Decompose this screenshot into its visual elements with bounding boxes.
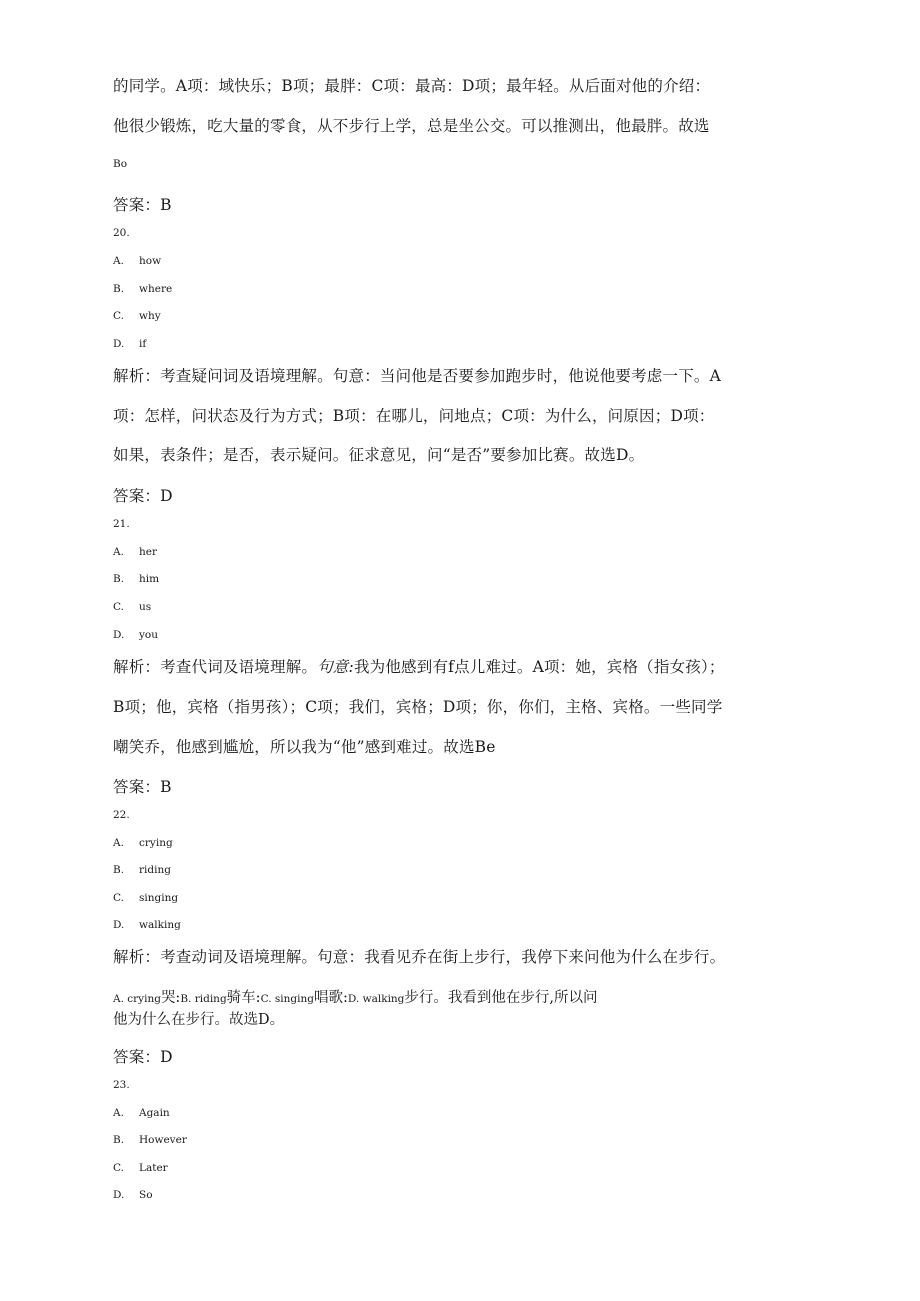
option-text: singing: [139, 892, 179, 904]
option-text: where: [139, 283, 173, 295]
analysis-option-term: B. riding: [180, 993, 227, 1005]
option-item: [113, 255, 161, 267]
analysis-option-meaning: 唱歌:: [313, 990, 348, 1006]
option-item: [113, 837, 173, 849]
option-letter: A.: [113, 255, 124, 267]
question-number: 21.: [113, 518, 130, 530]
analysis-line: B项；他，宾格（指男孩）；C项；我们，宾格；D项；你，你们，主格、宾格。一些同学: [113, 698, 723, 716]
option-text: So: [139, 1189, 153, 1201]
option-text: him: [139, 573, 160, 585]
option-text: us: [139, 601, 152, 613]
analysis-text: 句意:: [317, 658, 354, 676]
option-item: [113, 283, 172, 295]
analysis-option-term: C. singing: [260, 993, 314, 1005]
question-number: 20.: [113, 227, 130, 239]
option-text: Later: [139, 1162, 168, 1174]
analysis-line: 如果，表条件；是否，表示疑问。征求意见，问“是否”要参加比赛。故选D。: [113, 446, 645, 464]
analysis-option-meaning: 步行。我看到他在步行,所以问: [404, 990, 598, 1006]
analysis-option-meaning: 骑车:: [226, 990, 261, 1006]
analysis-text: 我为他感到有f点儿难过。A项：她，宾格（指女孩）；: [353, 658, 725, 676]
question-number: 22.: [113, 809, 130, 821]
option-letter: D.: [113, 338, 125, 350]
analysis-line: 解析：考查疑问词及语境理解。句意：当问他是否要参加跑步时，他说他要考虑一下。A: [113, 367, 721, 385]
option-item: [113, 1134, 187, 1146]
option-item: [113, 919, 181, 931]
text-line: Bo: [113, 158, 128, 170]
option-text: Again: [139, 1107, 170, 1119]
analysis-option-term: D. walking: [347, 993, 405, 1005]
answer-line: 答案：D: [113, 487, 173, 505]
answer-line: 答案：B: [113, 196, 172, 214]
option-letter: D.: [113, 1189, 125, 1201]
option-item: [113, 573, 159, 585]
option-letter: C.: [113, 1162, 124, 1174]
option-text: if: [139, 338, 147, 350]
analysis-line: 他为什么在步行。故选D。: [113, 1012, 285, 1028]
option-letter: C.: [113, 892, 124, 904]
analysis-option-term: A. crying: [113, 993, 161, 1005]
option-text: walking: [139, 919, 181, 931]
analysis-text: 解析：考查代词及语境理解。: [113, 658, 318, 676]
option-text: However: [139, 1134, 187, 1146]
option-letter: B.: [113, 864, 125, 876]
option-letter: C.: [113, 310, 124, 322]
option-text: why: [139, 310, 161, 322]
option-letter: A.: [113, 546, 124, 558]
option-item: [113, 1189, 153, 1201]
analysis-line: 项：怎样，问状态及行为方式；B项：在哪儿，问地点；C项：为什么，问原因；D项：: [113, 407, 715, 425]
option-letter: B.: [113, 1134, 125, 1146]
option-item: [113, 546, 157, 558]
option-text: how: [139, 255, 162, 267]
answer-line: 答案：B: [113, 778, 172, 796]
option-letter: D.: [113, 919, 125, 931]
text-line: 的同学。A项：域快乐；B项；最胖：C项：最高：D项；最年轻。从后面对他的介绍：: [113, 77, 711, 95]
option-letter: B.: [113, 283, 125, 295]
analysis-line: [113, 986, 598, 1007]
option-letter: B.: [113, 573, 125, 585]
option-item: [113, 310, 161, 322]
option-text: her: [139, 546, 157, 558]
option-item: [113, 601, 151, 613]
analysis-line: 嘲笑乔，他感到尴尬，所以我为“他”感到难过。故选Be: [113, 738, 496, 756]
option-text: riding: [139, 864, 171, 876]
analysis-line: 解析：考查动词及语境理解。句意：我看见乔在街上步行，我停下来问他为什么在步行。: [113, 948, 726, 966]
analysis-line: [113, 655, 725, 677]
option-item: [113, 892, 178, 904]
option-letter: D.: [113, 629, 125, 641]
option-item: [113, 629, 158, 641]
question-number: 23.: [113, 1079, 130, 1091]
text-line: 他很少锻炼，吃大量的零食，从不步行上学，总是坐公交。可以推测出，他最胖。故选: [113, 117, 710, 135]
option-letter: C.: [113, 601, 124, 613]
answer-line: 答案：D: [113, 1048, 173, 1066]
option-item: [113, 864, 171, 876]
analysis-option-meaning: 哭:: [160, 990, 181, 1006]
option-text: crying: [139, 837, 173, 849]
option-letter: A.: [113, 837, 124, 849]
option-letter: A.: [113, 1107, 124, 1119]
option-text: you: [139, 629, 159, 641]
option-item: [113, 1162, 168, 1174]
option-item: [113, 338, 146, 350]
option-item: [113, 1107, 170, 1119]
